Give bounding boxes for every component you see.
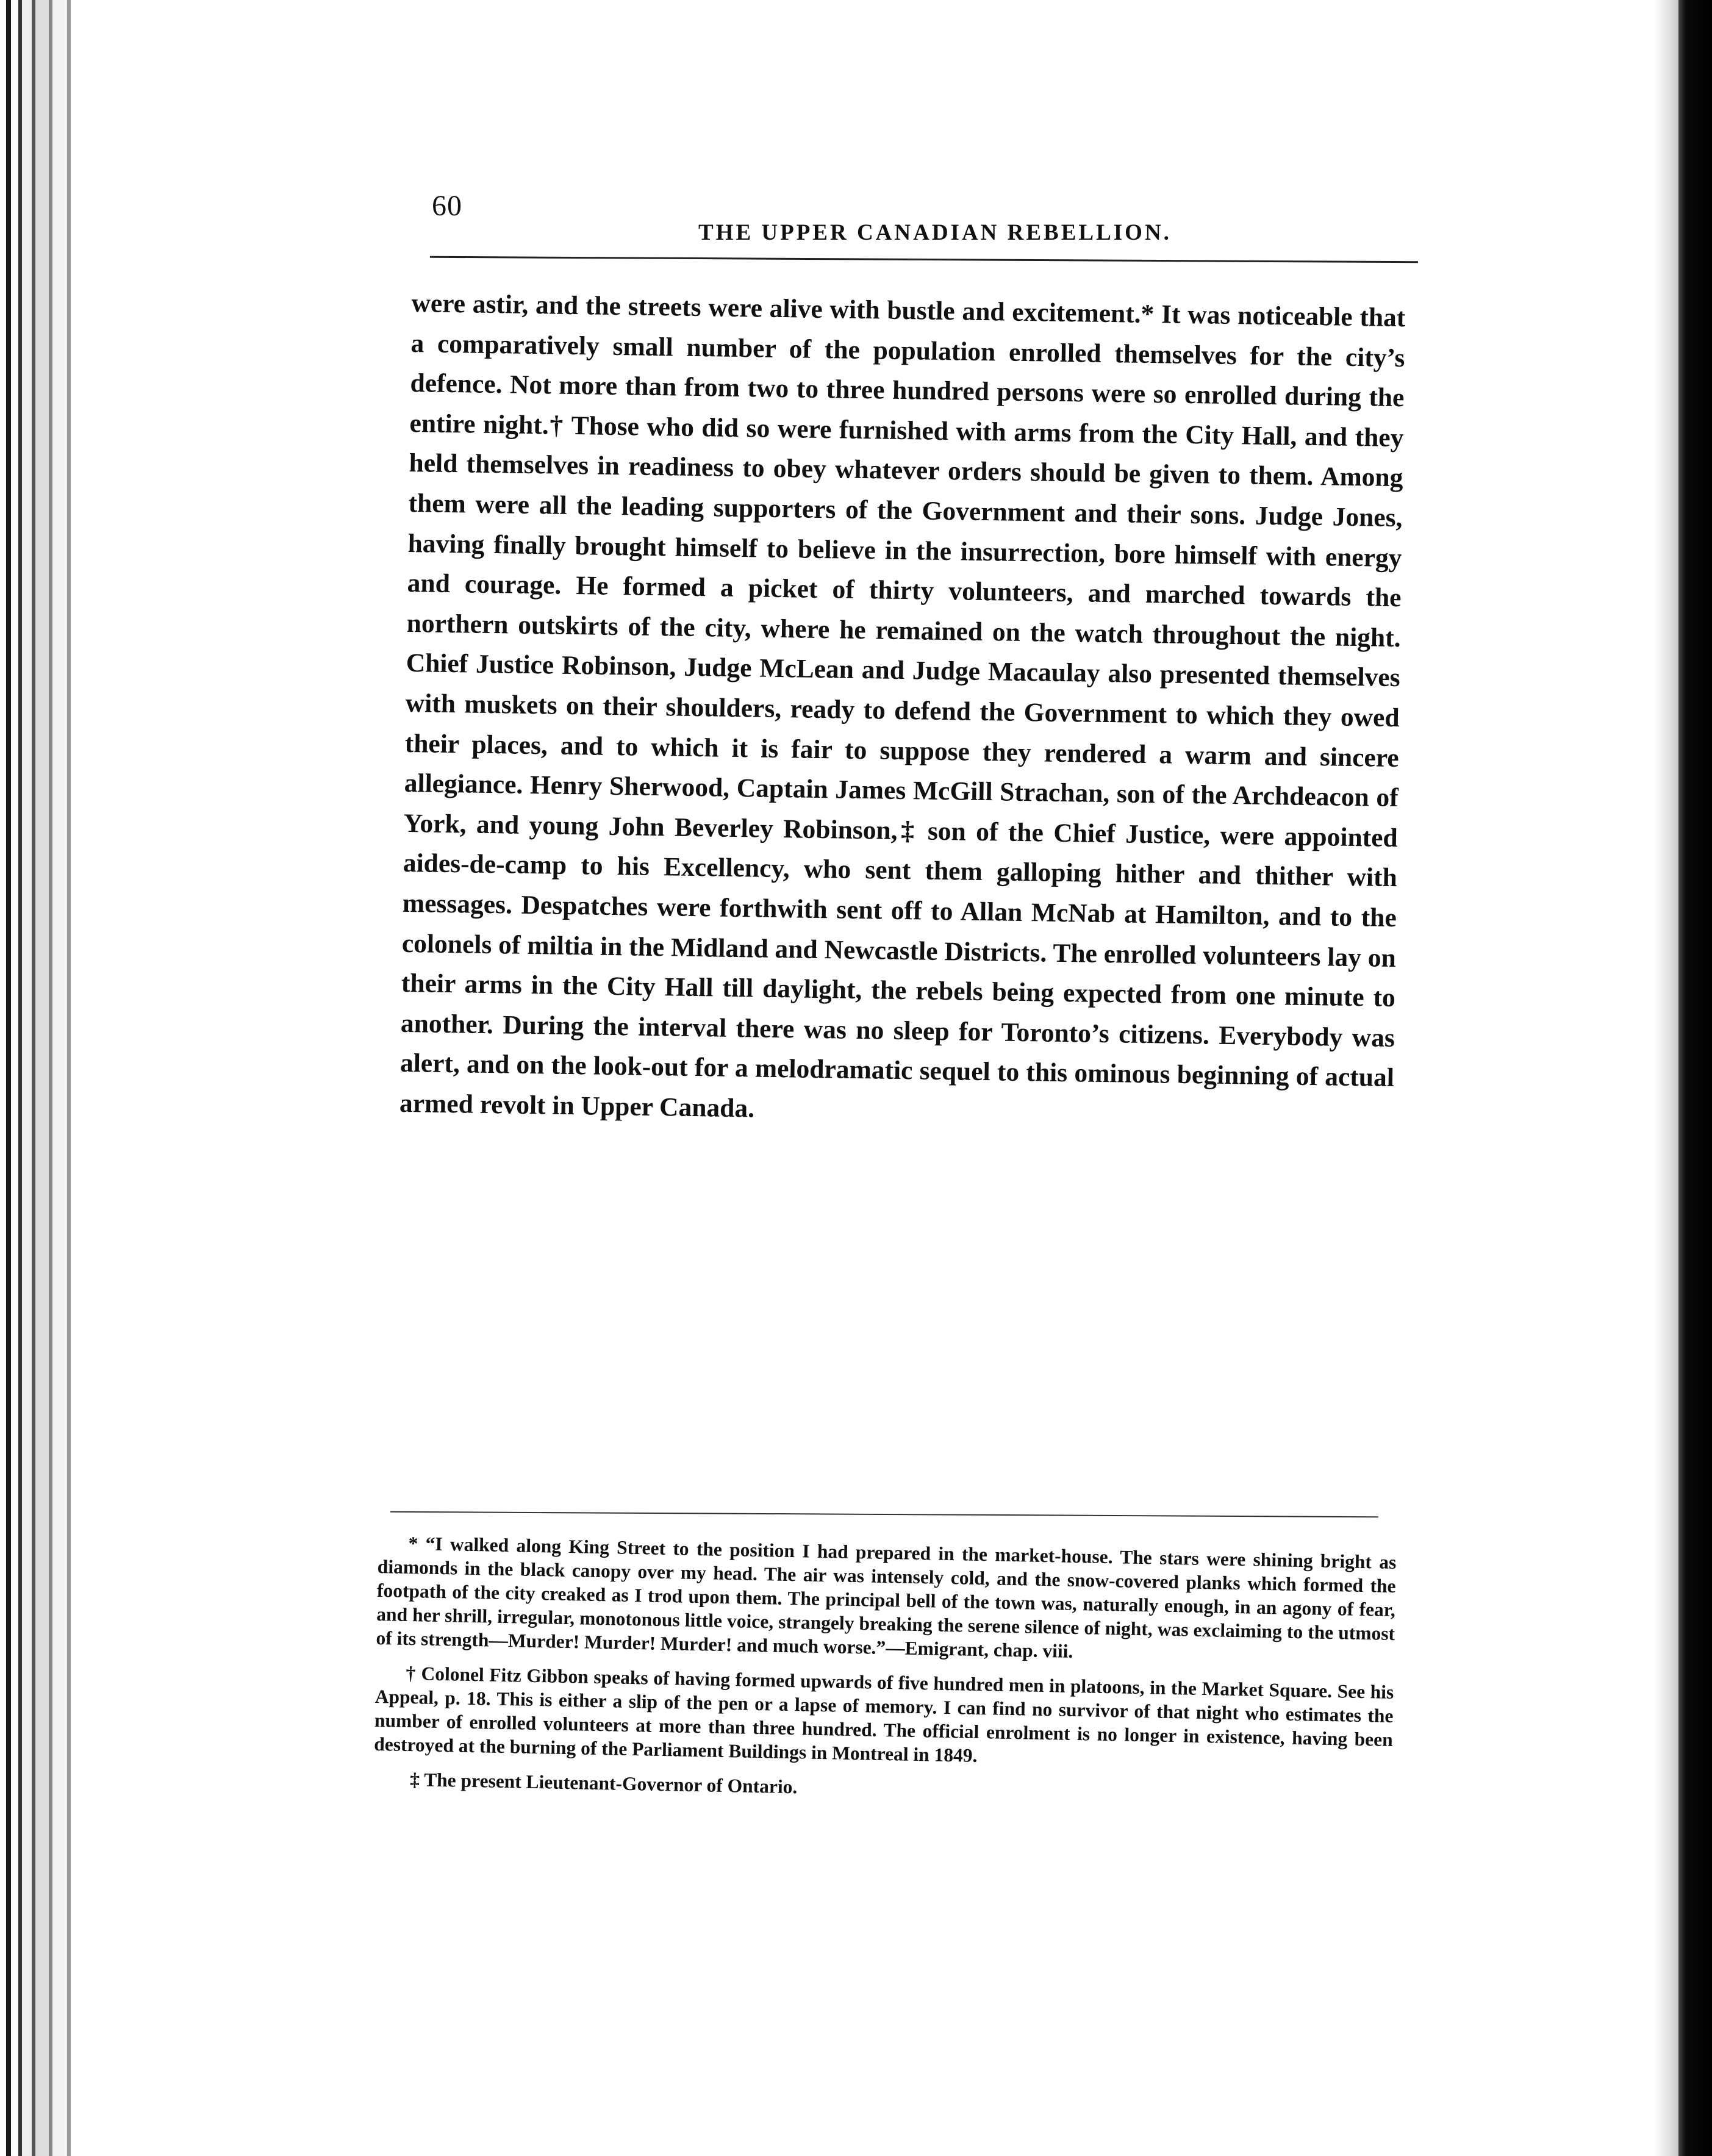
- scan-right-shadow: [1654, 0, 1678, 2156]
- footnote-rule: [390, 1511, 1378, 1517]
- main-text: [399, 284, 1406, 1138]
- running-title: THE UPPER CANADIAN REBELLION.: [698, 220, 1172, 245]
- footnote-dagger: † Colonel Fitz Gibbon speaks of having formed upwards of five hundred men in platoons, in the Market Square. See his Appeal, p. 18. This is either a slip of the pen or a lapse of memory. I can find no survivor of that night who estimates the number of enrolled volunteers at more than three hundred. The official enrolment is no longer in existence, having been destroyed at the burning of the Parliament Buildings in Montreal in 1849.: [373, 1662, 1394, 1766]
- scan-right-edge: [1678, 0, 1712, 2156]
- footnote-double-dagger: ‡ The present Lieutenant-Governor of Ontario.: [409, 1769, 798, 1798]
- scan-left-edge: [0, 0, 82, 2156]
- footnotes: [373, 1531, 1396, 1821]
- body-paragraph: were astir, and the streets were alive with bustle and excitement.* It was noticeable that a comparatively small number of the population enrolled themselves for the city’s defence. Not more than from two to three hundred persons were so enrolled during the entire night.† Those who did so were furnished with arms from the City Hall, and they held themselves in readiness to obey whatever orders should be given to them. Among them were all the leading supporters of the Government and their sons. Judge Jones, having finally brought himself to believe in the insurrection, bore himself with energy and courage. He formed a picket of thirty volunteers, and marched towards the northern outskirts of the city, where he remained on the watch throughout the night. Chief Justice Robinson, Judge McLean and Judge Macaulay also presented themselves with muskets on their shoulders, ready to defend the Government to which they owed their places, and to which it is fair to suppose they rendered a warm and sincere allegiance. Henry Sherwood, Captain James McGill Strachan, son of the Archdeacon of York, and young John Beverley Robinson,‡ son of the Chief Justice, were appointed aides-de-camp to his Excellency, who sent them galloping hither and thither with messages. Despatches were forthwith sent off to Allan McNab at Hamilton, and to the colonels of miltia in the Midland and Newcastle Districts. The enrolled volunteers lay on their arms in the City Hall till daylight, the rebels being expected from one minute to another. During the interval there was no sleep for Toronto’s citizens. Everybody was alert, and on the look-out for a melodramatic sequel to this ominous beginning of actual armed revolt in Upper Canada.: [399, 288, 1406, 1123]
- header-rule: [430, 256, 1418, 263]
- page-number: 60: [432, 190, 462, 222]
- running-head: [384, 189, 1415, 256]
- book-page: [373, 189, 1415, 1798]
- footnote-asterisk: * “I walked along King Street to the position I had prepared in the market-house. The stars were shining bright as diamonds in the black canopy over my head. The air was intensely cold, and the snow-covered planks which formed the footpath of the city creaked as I trod upon them. The principal bell of the town was, naturally enough, in an agony of fear, and her shrill, irregular, monotonous little voice, strangely breaking the serene silence of night, was exclaiming to the utmost of its strength—Murder! Murder! Murder! and much worse.”—Emigrant, chap. viii.: [376, 1532, 1397, 1662]
